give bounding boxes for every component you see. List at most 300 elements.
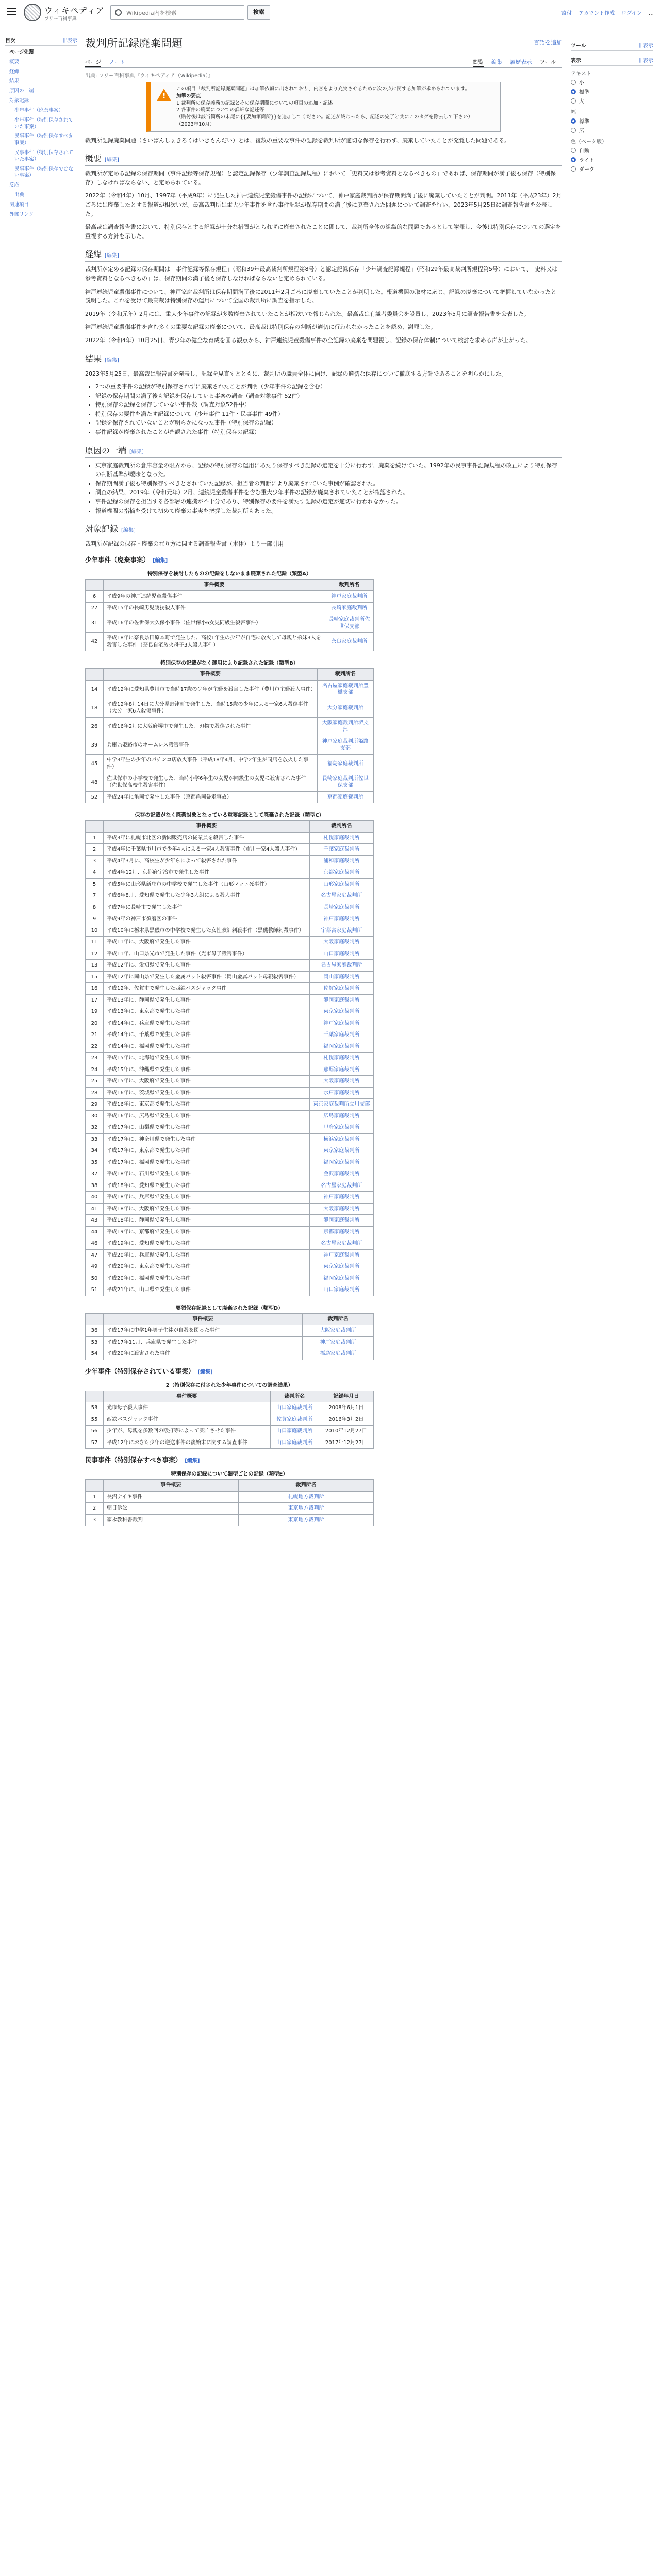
notice-instructions: （貼付後は該当箇所の末尾に{{要加筆箇所}}を追加してください。記述が終わったら、記述の完了と共にこのタグを除去して下さい） [176,114,473,121]
court-name [309,960,373,972]
cell-text[interactable]: 長崎家庭裁判所 [323,904,360,910]
cell-text[interactable]: 大阪家庭裁判所 [323,1078,360,1084]
radio-label: 大 [579,99,584,105]
cell-text: 平成16年の佐世保大久保小事件（佐世保小6女児同級生殺害事件） [107,620,261,626]
case-summary [104,1133,310,1145]
edit-section-link[interactable]: [編集] [121,528,136,534]
cell-text[interactable]: 佐賀家庭裁判所 [323,986,360,992]
cell-text[interactable]: 名古屋家庭裁判所豊橋支部 [322,683,369,696]
create-account-link[interactable]: アカウント作成 [578,11,615,16]
cell-text: 2017年12月27日 [325,1439,367,1446]
body-paragraph: 裁判所が定める記録の保存期間は「事件記録等保存規程」（昭和39年最高裁判所規程第8号）と認定記録保存「少年調査記録規程」（昭和29年最高裁判所規程第5号）において、「史料又は参考資料となるべきもの」は、保存期間の満了後も保存しなければならないと定められている。 [85,266,558,282]
court-name [309,1029,373,1041]
row-number [86,680,104,699]
table-row [86,1261,374,1273]
notice-point: 1.裁判所の保存義務の記録とその保存期間についての項目の追加・記述 [176,100,333,106]
court-name [270,1402,319,1414]
edit-section-link[interactable]: [編集] [105,157,119,163]
row-number [86,754,104,773]
column-header [86,1480,104,1492]
court-name [309,1006,373,1018]
table-row [86,1348,374,1360]
row-number [86,1284,104,1296]
tab-history[interactable]: 履歴表示 [510,59,532,65]
table-row [86,1249,374,1261]
court-name [309,1273,373,1284]
tab-read[interactable]: 閲覧 [473,59,484,67]
cell-text: 9 [92,916,96,922]
cell-text: 平成15年の長崎男児誘拐殺人事件 [107,605,186,611]
cell-text[interactable]: 神戸家庭裁判所 [323,916,360,922]
radio-option[interactable] [571,78,653,86]
toc-item[interactable]: 民事事件（特別保存すべき事案） [14,133,73,146]
table-row [86,913,374,925]
cell-text[interactable]: 山形家庭裁判所 [323,881,360,887]
case-summary [104,1110,310,1122]
toc-item[interactable]: 外部リンク [9,211,34,217]
cell-text: 44 [91,1229,98,1235]
table-row [86,602,374,614]
login-link[interactable]: ログイン [621,11,642,16]
section-title: 結果 [85,353,102,364]
row-number [86,1029,104,1041]
case-summary [104,832,310,844]
court-name [309,1226,373,1238]
case-summary [104,1437,271,1449]
more-tools-button[interactable]: … [649,11,654,16]
radio-label: 小 [579,80,584,86]
row-number [86,855,104,867]
table-row [86,1006,374,1018]
cell-text[interactable]: 長崎家庭裁判所 [331,605,368,611]
radio-icon[interactable] [571,98,576,104]
cell-text[interactable]: 福島家庭裁判所 [327,760,363,767]
cell-text[interactable]: 大阪家庭裁判所 [320,1328,356,1334]
cell-text[interactable]: 福岡家庭裁判所 [323,1159,360,1165]
table-row [86,1336,374,1348]
cell-text[interactable]: 山口家庭裁判所 [276,1405,313,1411]
cell-text: 54 [91,1351,98,1357]
case-summary [104,773,318,791]
cell-text: 52 [91,794,98,800]
cell-text: 45 [91,760,98,767]
cell-text: 55 [91,1416,98,1422]
cell-text: 平成14年に、兵庫県で発生した事件 [107,1020,191,1026]
court-name [270,1426,319,1437]
section-title: 原因の一端 [85,445,127,455]
cell-text: 平成11年に、大阪府で発生した事件 [107,939,191,945]
edit-section-link[interactable]: [編集] [185,1458,200,1464]
cell-text[interactable]: 東京家庭裁判所 [323,1264,360,1270]
cell-text: 5 [92,881,96,887]
court-name [302,1325,373,1337]
court-name [309,1053,373,1064]
cell-text: 21 [91,1032,98,1038]
cell-text[interactable]: 名古屋家庭裁判所 [321,962,362,969]
cell-text[interactable]: 大阪家庭裁判所堺支部 [322,720,369,733]
bullet-item: • 2つの重要事件の記録が特別保存されずに廃棄されたことが判明（少年事件の記録を含む） [95,382,562,392]
toc-item[interactable]: 概要 [9,59,20,65]
case-summary [104,1325,303,1337]
cell-text[interactable]: 東京家庭裁判所立川支部 [313,1101,370,1108]
row-number [86,983,104,995]
cell-text: 平成5年に山形県新庄市の中学校で発生した事件（山形マット死事件） [107,881,270,887]
cell-text: 光市母子殺人事件 [107,1405,148,1411]
radio-icon[interactable] [571,157,576,162]
cell-text[interactable]: 山口家庭裁判所 [323,951,360,957]
row-number [86,832,104,844]
tab-edit[interactable]: 編集 [491,59,503,65]
toc-hide-button[interactable]: 非表示 [62,38,77,44]
cell-text[interactable]: 広島家庭裁判所 [323,1113,360,1119]
column-header: 記録年月日 [319,1391,373,1402]
cell-text[interactable]: 山口家庭裁判所 [276,1439,313,1446]
radio-option[interactable] [571,126,653,134]
wikipedia-logo[interactable] [24,4,41,21]
cell-text[interactable]: 千葉家庭裁判所 [323,846,360,853]
radio-option[interactable] [571,88,653,95]
add-language-button[interactable]: 言語を追加 [534,39,562,46]
cell-text: 平成18年に奈良県田原本町で発生した、高校1年生の少年が自宅に放火して母親と弟妹3人を殺害した事件（奈良自宅放火母子3人殺人事件） [107,635,321,648]
cell-text: 平成16年に、東京都で発生した事件 [107,1101,191,1108]
table-of-contents [5,36,77,219]
cell-text: 13 [91,962,98,969]
section-title: 民事事件（特別保存すべき事案） [85,1456,182,1464]
cell-text[interactable]: 東京地方裁判所 [288,1517,324,1523]
section-heading [85,1366,562,1376]
toc-item[interactable]: ページ先頭 [9,49,34,55]
radio-option[interactable] [571,146,653,154]
case-summary [104,1215,310,1227]
cell-text[interactable]: 福岡家庭裁判所 [323,1043,360,1049]
column-header: 裁判所名 [309,821,373,833]
column-header [86,821,104,833]
edit-section-link[interactable]: [編集] [197,1369,213,1375]
radio-icon[interactable] [571,128,576,133]
court-name [309,948,373,960]
column-header: 事件概要 [104,1313,303,1325]
court-name [317,699,373,717]
toc-item[interactable]: 民事事件（特別保存されていた事案） [14,149,74,162]
cell-text: 家永教科書裁判 [107,1517,143,1523]
radio-icon[interactable] [571,89,576,94]
radio-option[interactable] [571,97,653,105]
cell-text[interactable]: 札幌地方裁判所 [288,1494,324,1500]
cell-text[interactable]: 神戸家庭裁判所 [323,1194,360,1200]
cell-text: 2 [92,846,96,853]
toc-item[interactable]: 経緯 [9,69,20,75]
maintenance-notice [146,82,501,132]
column-header [86,579,104,591]
cell-text[interactable]: 大分家庭裁判所 [327,705,363,711]
cell-text[interactable]: 岡山家庭裁判所 [323,974,360,980]
main-content [85,26,562,1531]
tab-page[interactable]: ページ [85,59,101,67]
radio-icon[interactable] [571,166,576,172]
cell-text[interactable]: 福島家庭裁判所 [320,1351,356,1357]
row-number [86,867,104,879]
page-title: 裁判所記録廃棄問題 [85,35,562,54]
site-wordmark[interactable]: ウィキペディア [44,6,105,15]
court-name [309,1087,373,1099]
table-row [86,1284,374,1296]
toc-item[interactable]: 反応 [9,182,20,189]
cell-text: 平成6年8月、愛知県で発生した少年3人組による殺人事件 [107,893,241,899]
row-number [86,1426,104,1437]
case-summary [104,1284,310,1296]
cell-text: 西鉄バスジャック事件 [107,1416,158,1422]
cell-text: 2010年12月27日 [325,1428,367,1434]
records-table [85,1379,374,1449]
case-summary [104,1514,239,1526]
table-caption: 2（特別保存に付された少年事件についての調査結果） [166,1382,293,1388]
court-name [309,1180,373,1192]
row-number [86,633,104,651]
cell-text[interactable]: 金沢家庭裁判所 [323,1171,360,1177]
case-summary [104,913,310,925]
cell-text: 42 [91,639,98,645]
cell-text: 27 [91,605,98,611]
cell-text[interactable]: 佐賀家庭裁判所 [276,1416,313,1422]
case-summary [104,1402,271,1414]
case-summary [104,680,318,699]
cell-text[interactable]: 神戸家庭裁判所 [331,594,368,600]
cell-text[interactable]: 神戸家庭裁判所 [323,1020,360,1026]
table-row [86,773,374,791]
cell-text[interactable]: 神戸家庭裁判所姫路支部 [322,738,369,752]
cell-text: 19 [91,1009,98,1015]
table-row [86,1180,374,1192]
cell-text[interactable]: 神戸家庭裁判所 [323,1252,360,1258]
table-row [86,867,374,879]
cell-text[interactable]: 名古屋家庭裁判所 [321,893,362,899]
table-caption: 要領保存記録として廃棄された記録（類型D） [175,1305,284,1311]
radio-option[interactable] [571,156,653,163]
case-summary [104,791,318,803]
radio-label: ダーク [579,167,594,173]
cell-text[interactable]: 千葉家庭裁判所 [323,1032,360,1038]
cell-text: 平成9年の神戸市須磨区の事件 [107,916,177,922]
toc-item[interactable]: 対象記録 [9,98,29,104]
cell-text[interactable]: 札幌家庭裁判所 [323,1055,360,1061]
table-row [86,591,374,603]
case-summary [104,971,310,983]
row-number [86,1145,104,1157]
cell-text: 平成17年に中学1年男子生徒が自殺を図った事件 [107,1328,220,1334]
cell-text[interactable]: 大阪家庭裁判所 [323,1206,360,1212]
toc-item[interactable]: 結果 [9,78,20,84]
radio-icon[interactable] [571,118,576,124]
cell-text: 朝日訴訟 [107,1505,127,1512]
row-number [86,717,104,736]
cell-text[interactable]: 京都家庭裁判所 [323,870,360,876]
cell-text[interactable]: 甲府家庭裁判所 [323,1125,360,1131]
appearance-panel [571,36,653,174]
cell-text: 20 [91,1020,98,1026]
cell-text: 26 [91,723,98,730]
cell-text[interactable]: 京都家庭裁判所 [323,1229,360,1235]
records-table [85,1301,374,1360]
edit-section-link[interactable]: [編集] [105,253,119,259]
cell-text[interactable]: 京都家庭裁判所 [327,794,363,800]
cell-text: 51 [91,1287,98,1293]
case-summary [104,1168,310,1180]
appearance-hide-button[interactable]: 非表示 [638,58,653,64]
row-number [86,1414,104,1426]
court-name [309,913,373,925]
case-summary [104,591,325,603]
cell-text[interactable]: 神戸家庭裁判所 [320,1339,356,1345]
table-row [86,1099,374,1111]
cell-text[interactable]: 静岡家庭裁判所 [323,997,360,1003]
table-row [86,890,374,902]
cell-text: 16 [91,986,98,992]
toc-item[interactable]: 原因の一端 [9,88,34,94]
table-caption: 特別保存の記載がなく運用により記録された記録（類型B） [160,660,299,667]
section-heading [85,352,562,366]
table-row [86,1029,374,1041]
cell-text: 46 [91,1241,98,1247]
cell-text[interactable]: 長崎家庭裁判所佐世保支部 [322,775,369,789]
body-paragraph: 最高裁は調査報告書において、特別保存とする記録が十分な措置がとられずに廃棄されたことに関して、裁判所全体の組織的な問題であるとして謝罪し、今後は特別保存についての選定を重視する方針を示した。 [85,224,561,240]
cell-text[interactable]: 山口家庭裁判所 [323,1287,360,1293]
row-number [86,913,104,925]
row-number [86,890,104,902]
row-number [86,1514,104,1526]
cell-text: 平成12年8月14日に大分県野津町で発生した、当時15歳の少年による一家6人殺傷事件（大分一家6人殺傷事件） [107,701,308,715]
row-number [86,1180,104,1192]
cell-text[interactable]: 山口家庭裁判所 [276,1428,313,1434]
row-number [86,1041,104,1053]
tab-tools[interactable]: ツール [539,59,556,65]
cell-text[interactable]: 浦和家庭裁判所 [323,858,360,864]
search-button[interactable]: 検索 [247,5,270,20]
row-number [86,1087,104,1099]
toc-item[interactable]: 出典 [14,192,25,198]
court-name [309,925,373,937]
row-number [86,1006,104,1018]
cell-text[interactable]: 福岡家庭裁判所 [323,1275,360,1281]
case-summary [104,1503,239,1515]
case-summary [104,948,310,960]
cell-text[interactable]: 静岡家庭裁判所 [323,1217,360,1224]
cell-text: 1 [92,1494,96,1500]
edit-section-link[interactable]: [編集] [129,449,144,455]
table-row [86,1053,374,1064]
cell-text[interactable]: 札幌家庭裁判所 [323,835,360,841]
table-row [86,1414,374,1426]
cell-text: 平成12年に岡山県で発生した金属バット殺害事件（岡山金属バット母親殺害事件） [107,974,299,980]
body-paragraph: 裁判所が定める記録の保存期間（事件記録等保存規程）と認定記録保存（少年調査記録規程）において「史料又は参考資料となるべきもの」であれば、保存期間が満了後も保存（特別保存）しなければならない、と定められている。 [85,170,556,186]
cell-text[interactable]: 名古屋家庭裁判所 [321,1182,362,1189]
tools-hide-button[interactable]: 非表示 [638,43,653,49]
row-number [86,878,104,890]
table-row [86,736,374,754]
table-row [86,937,374,948]
cell-text[interactable]: 宇都宮家庭裁判所 [321,927,362,934]
cell-text: 平成18年に、兵庫県で発生した事件 [107,1194,191,1200]
cell-text: 平成15年に、北海道で発生した事件 [107,1055,191,1061]
cell-text: 平成16年に、広島県で発生した事件 [107,1113,191,1119]
cell-text: 平成14年に、千葉県で発生した事件 [107,1032,191,1038]
toc-item[interactable]: 民事事件（特別保存ではない事案） [14,166,74,179]
court-name [309,1145,373,1157]
court-name [302,1336,373,1348]
cell-text[interactable]: 長崎家庭裁判所佐世保支部 [328,617,370,630]
case-summary [104,1203,310,1215]
cell-text[interactable]: 水戸家庭裁判所 [323,1090,360,1096]
main-menu-icon[interactable] [7,8,16,15]
row-number [86,1099,104,1111]
case-summary [104,1336,303,1348]
toc-item[interactable]: 少年事件（特別保存されていた事案） [14,117,74,130]
row-number [86,699,104,717]
cell-text[interactable]: 奈良家庭裁判所 [331,639,368,645]
cell-text: 平成3年に札幌市北区の新聞販売店の従業員を殺害した事件 [107,835,244,841]
toc-item[interactable]: 少年事件（廃棄事案） [14,107,64,113]
case-summary [104,1087,310,1099]
edit-section-link[interactable]: [編集] [153,557,168,564]
case-summary [104,878,310,890]
court-name [319,1402,373,1414]
table-caption: 特別保存の記録について類型ごとの記録（類型E） [171,1471,288,1478]
cell-text: 平成14年に、福岡県で発生した事件 [107,1043,191,1049]
table-row [86,1426,374,1437]
cell-text[interactable]: 大阪家庭裁判所 [323,939,360,945]
cell-text: 17 [91,997,98,1003]
court-name [309,1203,373,1215]
row-number [86,1203,104,1215]
column-header: 裁判所名 [317,669,373,681]
cell-text[interactable]: 名古屋家庭裁判所 [321,1241,362,1247]
table-row [86,983,374,995]
cell-text: 平成10年に栃木県黒磯市の中学校で発生した女性教師刺殺事件（黒磯教師刺殺事件） [107,927,304,934]
case-summary [104,1226,310,1238]
search-input[interactable] [125,8,243,18]
cell-text: 平成12年に、愛知県で発生した事件 [107,962,191,969]
tab-talk[interactable]: ノート [109,59,125,65]
row-number [86,1226,104,1238]
section-heading [85,1455,562,1464]
court-name [309,1215,373,1227]
cell-text[interactable]: 那覇家庭裁判所 [323,1066,360,1073]
radio-label: 標準 [579,90,589,95]
row-number [86,1249,104,1261]
case-summary [104,1273,310,1284]
case-summary [104,1491,239,1503]
cell-text[interactable]: 東京家庭裁判所 [323,1009,360,1015]
toc-item[interactable]: 関連項目 [9,201,29,208]
cell-text[interactable]: 東京家庭裁判所 [323,1148,360,1154]
donate-link[interactable]: 寄付 [561,11,572,16]
page-source-note: 出典: フリー百科事典『ウィキペディア（Wikipedia）』 [85,73,213,79]
radio-option[interactable] [571,165,653,173]
case-summary [104,1006,310,1018]
row-number [86,736,104,754]
radio-option[interactable] [571,117,653,125]
court-name [319,1426,373,1437]
row-number [86,971,104,983]
column-header [86,669,104,681]
cell-text[interactable]: 東京地方裁判所 [288,1505,324,1512]
edit-section-link[interactable]: [編集] [105,357,119,363]
court-name [317,736,373,754]
cell-text[interactable]: 横浜家庭裁判所 [323,1136,360,1142]
records-table [85,567,374,652]
radio-icon[interactable] [571,148,576,153]
row-number [86,960,104,972]
radio-icon[interactable] [571,80,576,85]
